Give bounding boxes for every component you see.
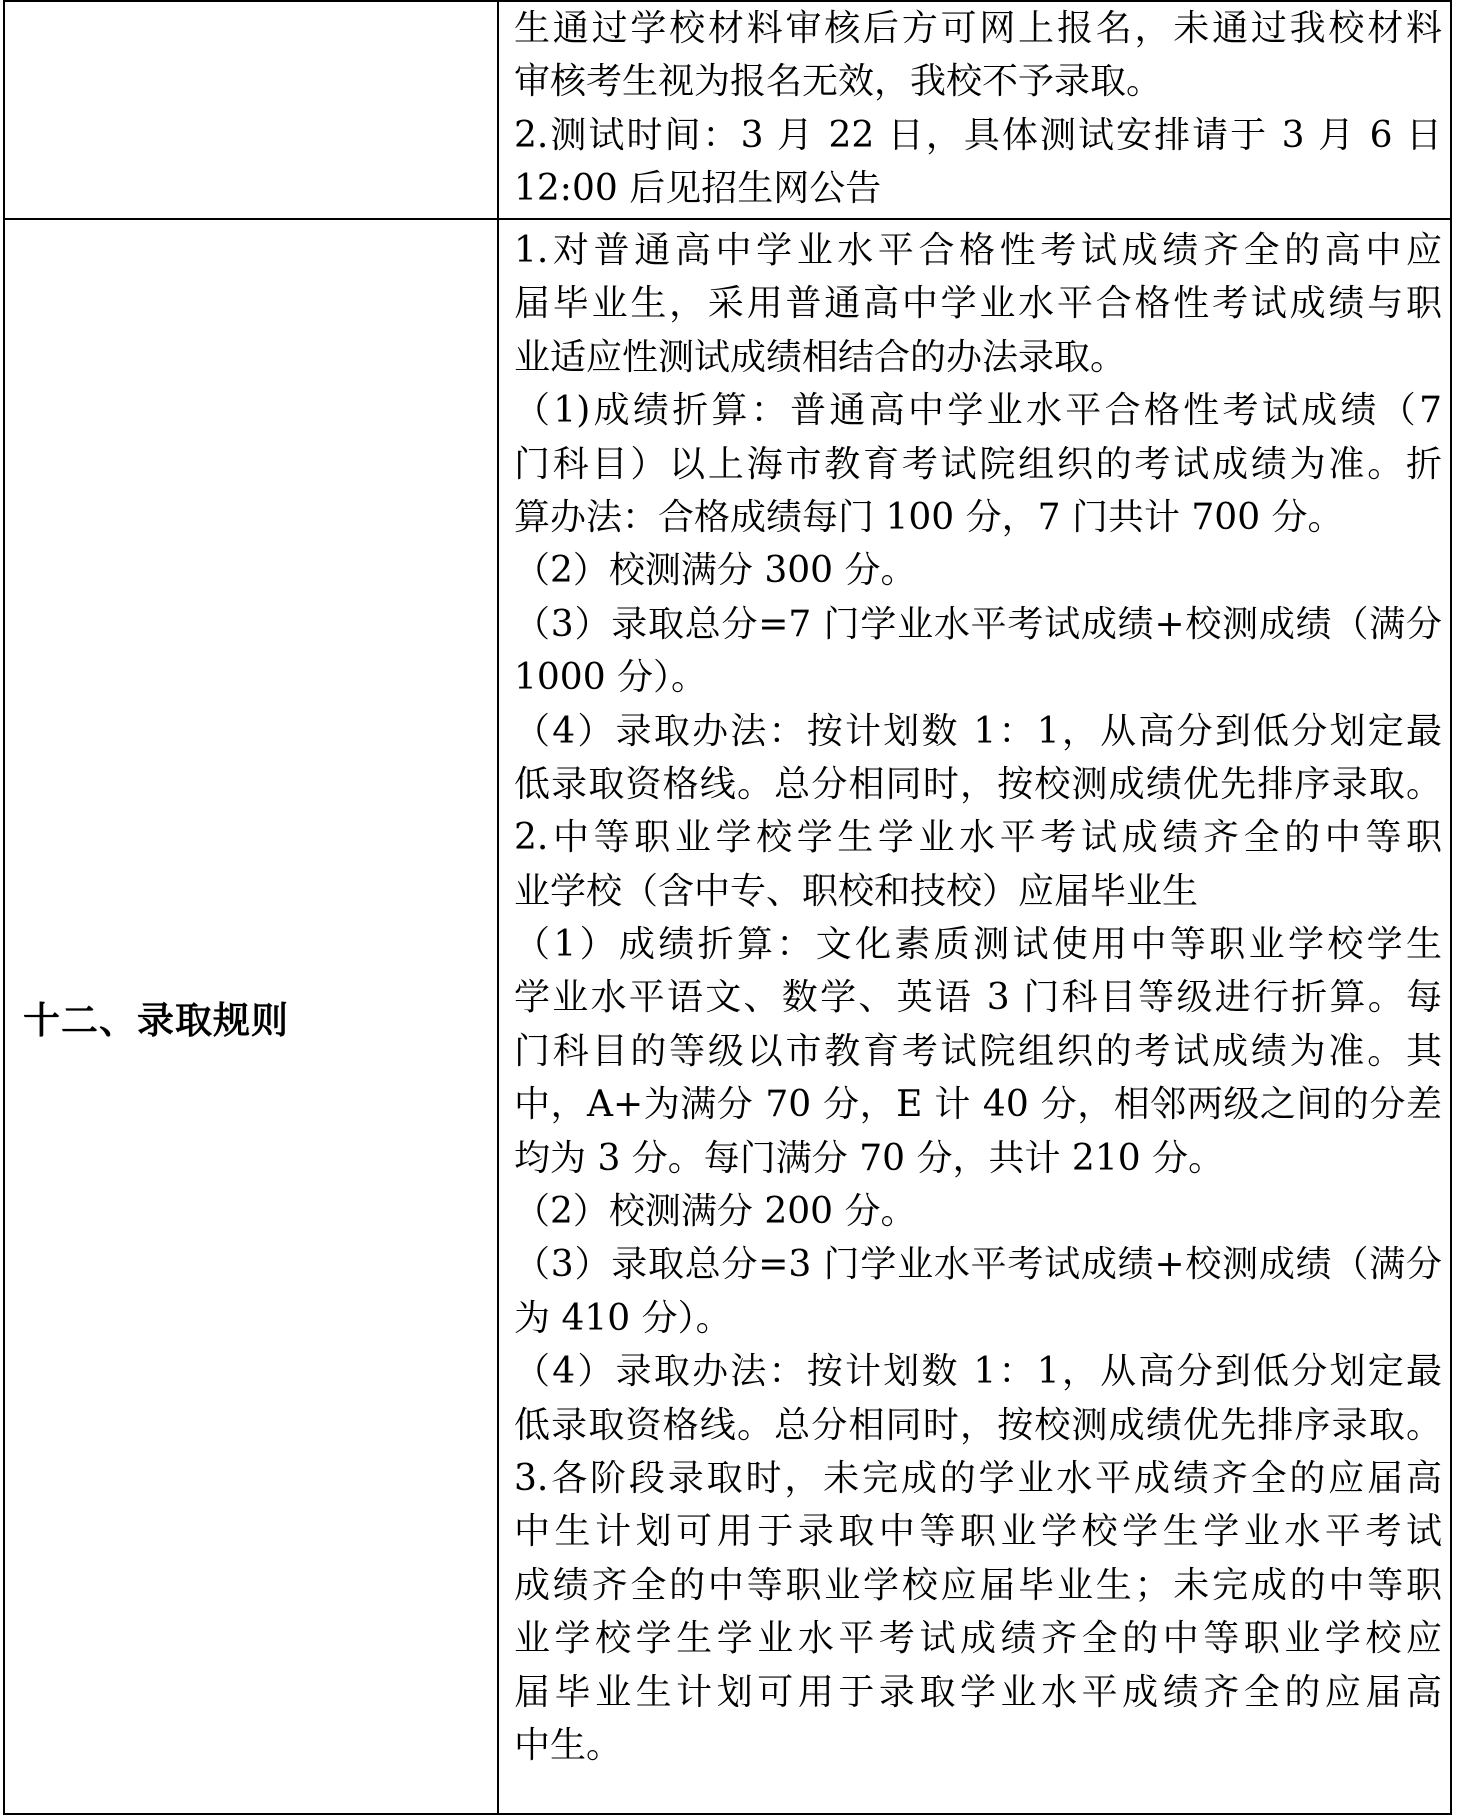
text-line: 1000 分）。 — [514, 657, 708, 699]
text-line: 中，A+为满分 70 分，E 计 40 分，相邻两级之间的分差 — [514, 1084, 1442, 1126]
text-line: 生通过学校材料审核后方可网上报名，未通过我校材料 — [514, 8, 1442, 49]
text-line: 业适应性测试成绩相结合的办法录取。 — [514, 336, 1127, 378]
table-row-admission-rules — [4, 219, 1451, 1814]
row-content-cell-test-time — [498, 1, 1451, 219]
table-row-test-time — [4, 1, 1451, 219]
text-line: 门科目）以上海市教育考试院组织的考试成绩为准。折 — [514, 443, 1442, 485]
row-content-cell-admission-rules — [498, 219, 1451, 1814]
text-line: 低录取资格线。总分相同时，按校测成绩优先排序录取。 — [514, 763, 1442, 805]
text-line: 低录取资格线。总分相同时，按校测成绩优先排序录取。 — [514, 1404, 1442, 1446]
text-line: 中生计划可用于录取中等职业学校学生学业水平考试 — [514, 1511, 1442, 1553]
text-line: 1.对普通高中学业水平合格性考试成绩齐全的高中应 — [514, 230, 1442, 271]
text-line: 届毕业生计划可用于录取学业水平成绩齐全的应届高 — [514, 1671, 1442, 1713]
text-line: 3.各阶段录取时，未完成的学业水平成绩齐全的应届高 — [514, 1457, 1442, 1499]
text-line: （1)成绩折算：普通高中学业水平合格性考试成绩（7 — [514, 390, 1442, 432]
row-label-cell-admission-rules — [4, 219, 498, 1814]
text-line: 业学校学生学业水平考试成绩齐全的中等职业学校应 — [514, 1618, 1442, 1660]
text-line: 学业水平语文、数学、英语 3 门科目等级进行折算。每 — [514, 977, 1442, 1019]
text-line: （3）录取总分=7 门学业水平考试成绩+校测成绩（满分 — [514, 603, 1442, 645]
text-line: （2）校测满分 300 分。 — [514, 550, 917, 592]
text-line: 2.中等职业学校学生学业水平考试成绩齐全的中等职 — [514, 817, 1442, 859]
text-line: （3）录取总分=3 门学业水平考试成绩+校测成绩（满分 — [514, 1244, 1442, 1286]
text-line: 门科目的等级以市教育考试院组织的考试成绩为准。其 — [514, 1030, 1442, 1072]
text-line: （2）校测满分 200 分。 — [514, 1191, 917, 1233]
text-line: 12:00 后见招生网公告 — [514, 168, 882, 210]
text-line: （1）成绩折算：文化素质测试使用中等职业学校学生 — [514, 924, 1442, 966]
text-line: 届毕业生，采用普通高中学业水平合格性考试成绩与职 — [514, 283, 1442, 325]
section-heading: 十二、录取规则 — [23, 998, 289, 1042]
text-line: 2.测试时间：3 月 22 日，具体测试安排请于 3 月 6 日 — [514, 114, 1442, 156]
text-line: 业学校（含中专、职校和技校）应届毕业生 — [514, 870, 1199, 912]
text-line: 为 410 分）。 — [514, 1297, 732, 1339]
admission-rules-table — [3, 0, 1452, 1815]
text-line: 中生。 — [514, 1724, 623, 1766]
text-line: （4）录取办法：按计划数 1：1，从高分到低分划定最 — [514, 710, 1442, 752]
text-line: 算办法：合格成绩每门 100 分，7 门共计 700 分。 — [514, 496, 1344, 538]
text-line: 均为 3 分。每门满分 70 分，共计 210 分。 — [514, 1137, 1225, 1179]
text-line: 审核考生视为报名无效，我校不予录取。 — [514, 61, 1163, 103]
row-label-cell-empty — [4, 1, 498, 219]
text-line: 成绩齐全的中等职业学校应届毕业生；未完成的中等职 — [514, 1564, 1442, 1606]
text-line: （4）录取办法：按计划数 1：1，从高分到低分划定最 — [514, 1351, 1442, 1393]
